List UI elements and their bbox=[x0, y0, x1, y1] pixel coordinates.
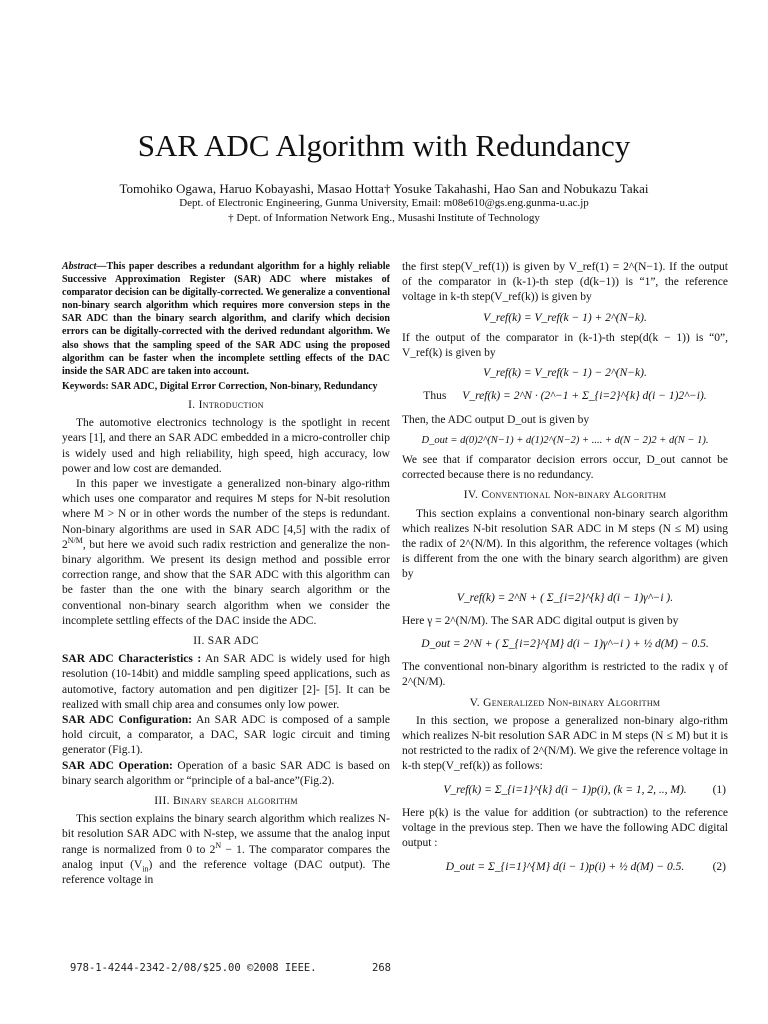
section-heading-binary-search: III. Binary search algorithm bbox=[154, 795, 298, 808]
affiliation-primary: Dept. of Electronic Engineering, Gunma University, Email: m08e610@gs.eng.gunma-u.ac.jp bbox=[179, 197, 589, 209]
equation-vref-decrement: V_ref(k) = V_ref(k − 1) − 2^(N−k). bbox=[483, 367, 647, 380]
sar-configuration-paragraph bbox=[62, 713, 390, 759]
equation-1 bbox=[402, 783, 728, 798]
right-paragraph-3: Then, the ADC output D_out is given by bbox=[402, 413, 590, 426]
equation-dout-nonbinary: D_out = 2^N + ( Σ_{i=2}^{M} d(i − 1)γ^−i ) + ½ d(M) − 0.5. bbox=[421, 638, 709, 651]
equation-2-text: D_out = Σ_{i=1}^{M} d(i − 1)p(i) + ½ d(M) − 0.5. bbox=[445, 860, 685, 873]
paper-title: SAR ADC Algorithm with Redundancy bbox=[137, 128, 631, 163]
intro-p2-part-a: In this paper we investigate a generalized non-binary algo-rithm which uses one comparator and requires M steps for N-bit resolution where M > N or in other words the number of the steps is redundant. Non-binary algorithms are used in SAR ADC [4,5] with the radix of 2 bbox=[62, 477, 390, 551]
right-paragraph-2: If the output of the comparator in (k-1)-th step(d(k − 1)) is “0”, V_ref(k) is given by bbox=[402, 331, 728, 360]
affiliation-secondary: † Dept. of Information Network Eng., Musashi Institute of Technology bbox=[228, 212, 540, 224]
binary-p1-c: ) and the reference voltage (DAC output). The reference voltage in bbox=[62, 858, 391, 887]
section-heading-generalized-nonbinary: V. Generalized Non-binary Algorithm bbox=[469, 696, 661, 709]
equation-2 bbox=[402, 860, 728, 875]
abstract-label: Abstract— bbox=[62, 261, 107, 272]
right-paragraph-9: Here p(k) is the value for addition (or subtraction) to the reference voltage in the previous step. Then we have the following ADC digital output : bbox=[402, 806, 728, 850]
right-paragraph-7: The conventional non-binary algorithm is restricted to the radix γ of 2^(N/M). bbox=[402, 661, 728, 689]
sar-characteristics-heading: SAR ADC Characteristics : bbox=[62, 653, 202, 666]
footer-isbn: 978-1-4244-2342-2/08/$25.00 ©2008 IEEE. bbox=[70, 962, 317, 974]
sar-characteristics-text: An SAR ADC is widely used for high resolution (10-14bit) and middle sampling speed applications, such as automotive, factory automation and pen digitizer [2]- [5]. It can be realized with small chip area and consumes only low power. bbox=[62, 653, 390, 711]
intro-p2-exponent: N/M bbox=[67, 535, 83, 545]
equation-1-text: V_ref(k) = Σ_{i=1}^{k} d(i − 1)p(i), (k = 1, 2, .., M). bbox=[443, 783, 687, 796]
sar-characteristics-paragraph bbox=[62, 652, 390, 713]
sar-configuration-text: An SAR ADC is composed of a sample hold circuit, a comparator, a DAC, SAR logic circuit and timing generator (Fig.1). bbox=[62, 714, 390, 757]
section-heading-sar-adc: II. SAR ADC bbox=[193, 634, 259, 647]
right-paragraph-1: the first step(V_ref(1)) is given by V_ref(1) = 2^(N−1). If the output of the comparator in (k-1)-th step (d(k−1)) is “1”, the reference voltage in k-th step(V_ref(k)) is given by bbox=[402, 261, 728, 304]
binary-p1-subscript: in bbox=[142, 864, 149, 874]
equation-2-number: (2) bbox=[712, 860, 726, 873]
sar-configuration-heading: SAR ADC Configuration: bbox=[62, 714, 193, 726]
thus-label: Thus bbox=[423, 390, 447, 403]
sar-operation-paragraph bbox=[62, 759, 390, 789]
intro-p2-part-b: , but here we avoid such radix restriction and generalize the non-binary algorithm. We present its design method and possible error correction range, and show that the SAR ADC with this algorithm can be faster than the one with the binary search algorithm or the conventional non-binary search algorithm when we consider the incomplete settling effects of the DAC inside the ADC. bbox=[62, 538, 390, 627]
equation-vref-sum bbox=[402, 389, 728, 404]
sar-operation-text: Operation of a basic SAR ADC is based on binary search algorithm or “principle of a bal-ance”(Fig.2). bbox=[62, 759, 390, 787]
right-paragraph-8: In this section, we propose a generalized non-binary algo-rithm which realizes N-bit resolution SAR ADC in M steps (N ≤ M) but it is not restricted to the radix of 2^(N/M). We give the reference voltage in k-th step(V_ref(k)) as follows: bbox=[402, 714, 728, 773]
author-list: Tomohiko Ogawa, Haruo Kobayashi, Masao Hotta† Yosuke Takahashi, Hao San and Nobukazu Takai bbox=[119, 181, 649, 196]
binary-p1-b: − 1. The comparator compares the analog input (V bbox=[62, 843, 390, 871]
keywords: Keywords: SAR ADC, Digital Error Correction, Non-binary, Redundancy bbox=[62, 380, 378, 392]
binary-p1-a: This section explains the binary search algorithm which realizes N-bit resolution SAR ADC with N-step, we assume that the analog input range is normalized from 0 to 2 bbox=[62, 813, 390, 856]
right-paragraph-5: This section explains a conventional non-binary search algorithm which realizes N-bit resolution SAR ADC in M steps (N ≤ M) using the radix of 2^(N/M). In this algorithm, the reference voltages (which is different from the one with the binary search algorithm) are given by bbox=[402, 507, 728, 581]
intro-paragraph-2 bbox=[62, 477, 390, 629]
page-number: 268 bbox=[372, 962, 391, 974]
right-column bbox=[402, 260, 728, 883]
right-paragraph-6: Here γ = 2^(N/M). The SAR ADC digital output is given by bbox=[402, 614, 679, 627]
binary-p1-exponent: N bbox=[215, 840, 222, 850]
page-footer bbox=[70, 962, 400, 974]
equation-vref-nonbinary: V_ref(k) = 2^N + ( Σ_{i=2}^{k} d(i − 1)γ^−i ). bbox=[456, 591, 674, 604]
section-heading-introduction: I. Introduction bbox=[188, 398, 264, 411]
intro-paragraph-1: The automotive electronics technology is the spotlight in recent years [1], and there an SAR ADC embedded in a micro-controller chip is widely used and high reliability, high speed, high accuracy, low power and low cost are demanded. bbox=[62, 417, 390, 475]
equation-dout-binary: D_out = d(0)2^(N−1) + d(1)2^(N−2) + .... + d(N − 2)2 + d(N − 1). bbox=[421, 434, 709, 446]
left-column bbox=[62, 260, 390, 888]
sar-operation-heading: SAR ADC Operation: bbox=[62, 759, 173, 772]
binary-search-paragraph bbox=[62, 812, 390, 888]
equation-vref-sum-text: V_ref(k) = 2^N · (2^−1 + Σ_{i=2}^{k} d(i − 1)2^−i). bbox=[462, 390, 707, 403]
abstract-text: This paper describes a redundant algorithm for a highly reliable Successive Approximation Register (SAR) ADC where mistakes of comparator decision can be digitally-corrected. We generalize a conventional non-binary search algorithm which requires more conversion steps in the SAR ADC than the binary search algorithm, and clarify which decision errors can be digitally-corrected with the derived redundant algorithm. We also shows that the sampling speed of the SAR ADC using the proposed algorithm can be faster when the incomplete settling effects of the DAC inside the SAR ADC are taken into account. bbox=[62, 261, 390, 377]
section-heading-conventional-nonbinary: IV. Conventional Non-binary Algorithm bbox=[463, 489, 667, 502]
right-paragraph-4: We see that if comparator decision errors occur, D_out cannot be corrected because there is no redundancy. bbox=[402, 454, 728, 482]
abstract bbox=[62, 260, 390, 378]
equation-1-number: (1) bbox=[712, 783, 726, 796]
equation-vref-increment: V_ref(k) = V_ref(k − 1) + 2^(N−k). bbox=[483, 311, 647, 324]
